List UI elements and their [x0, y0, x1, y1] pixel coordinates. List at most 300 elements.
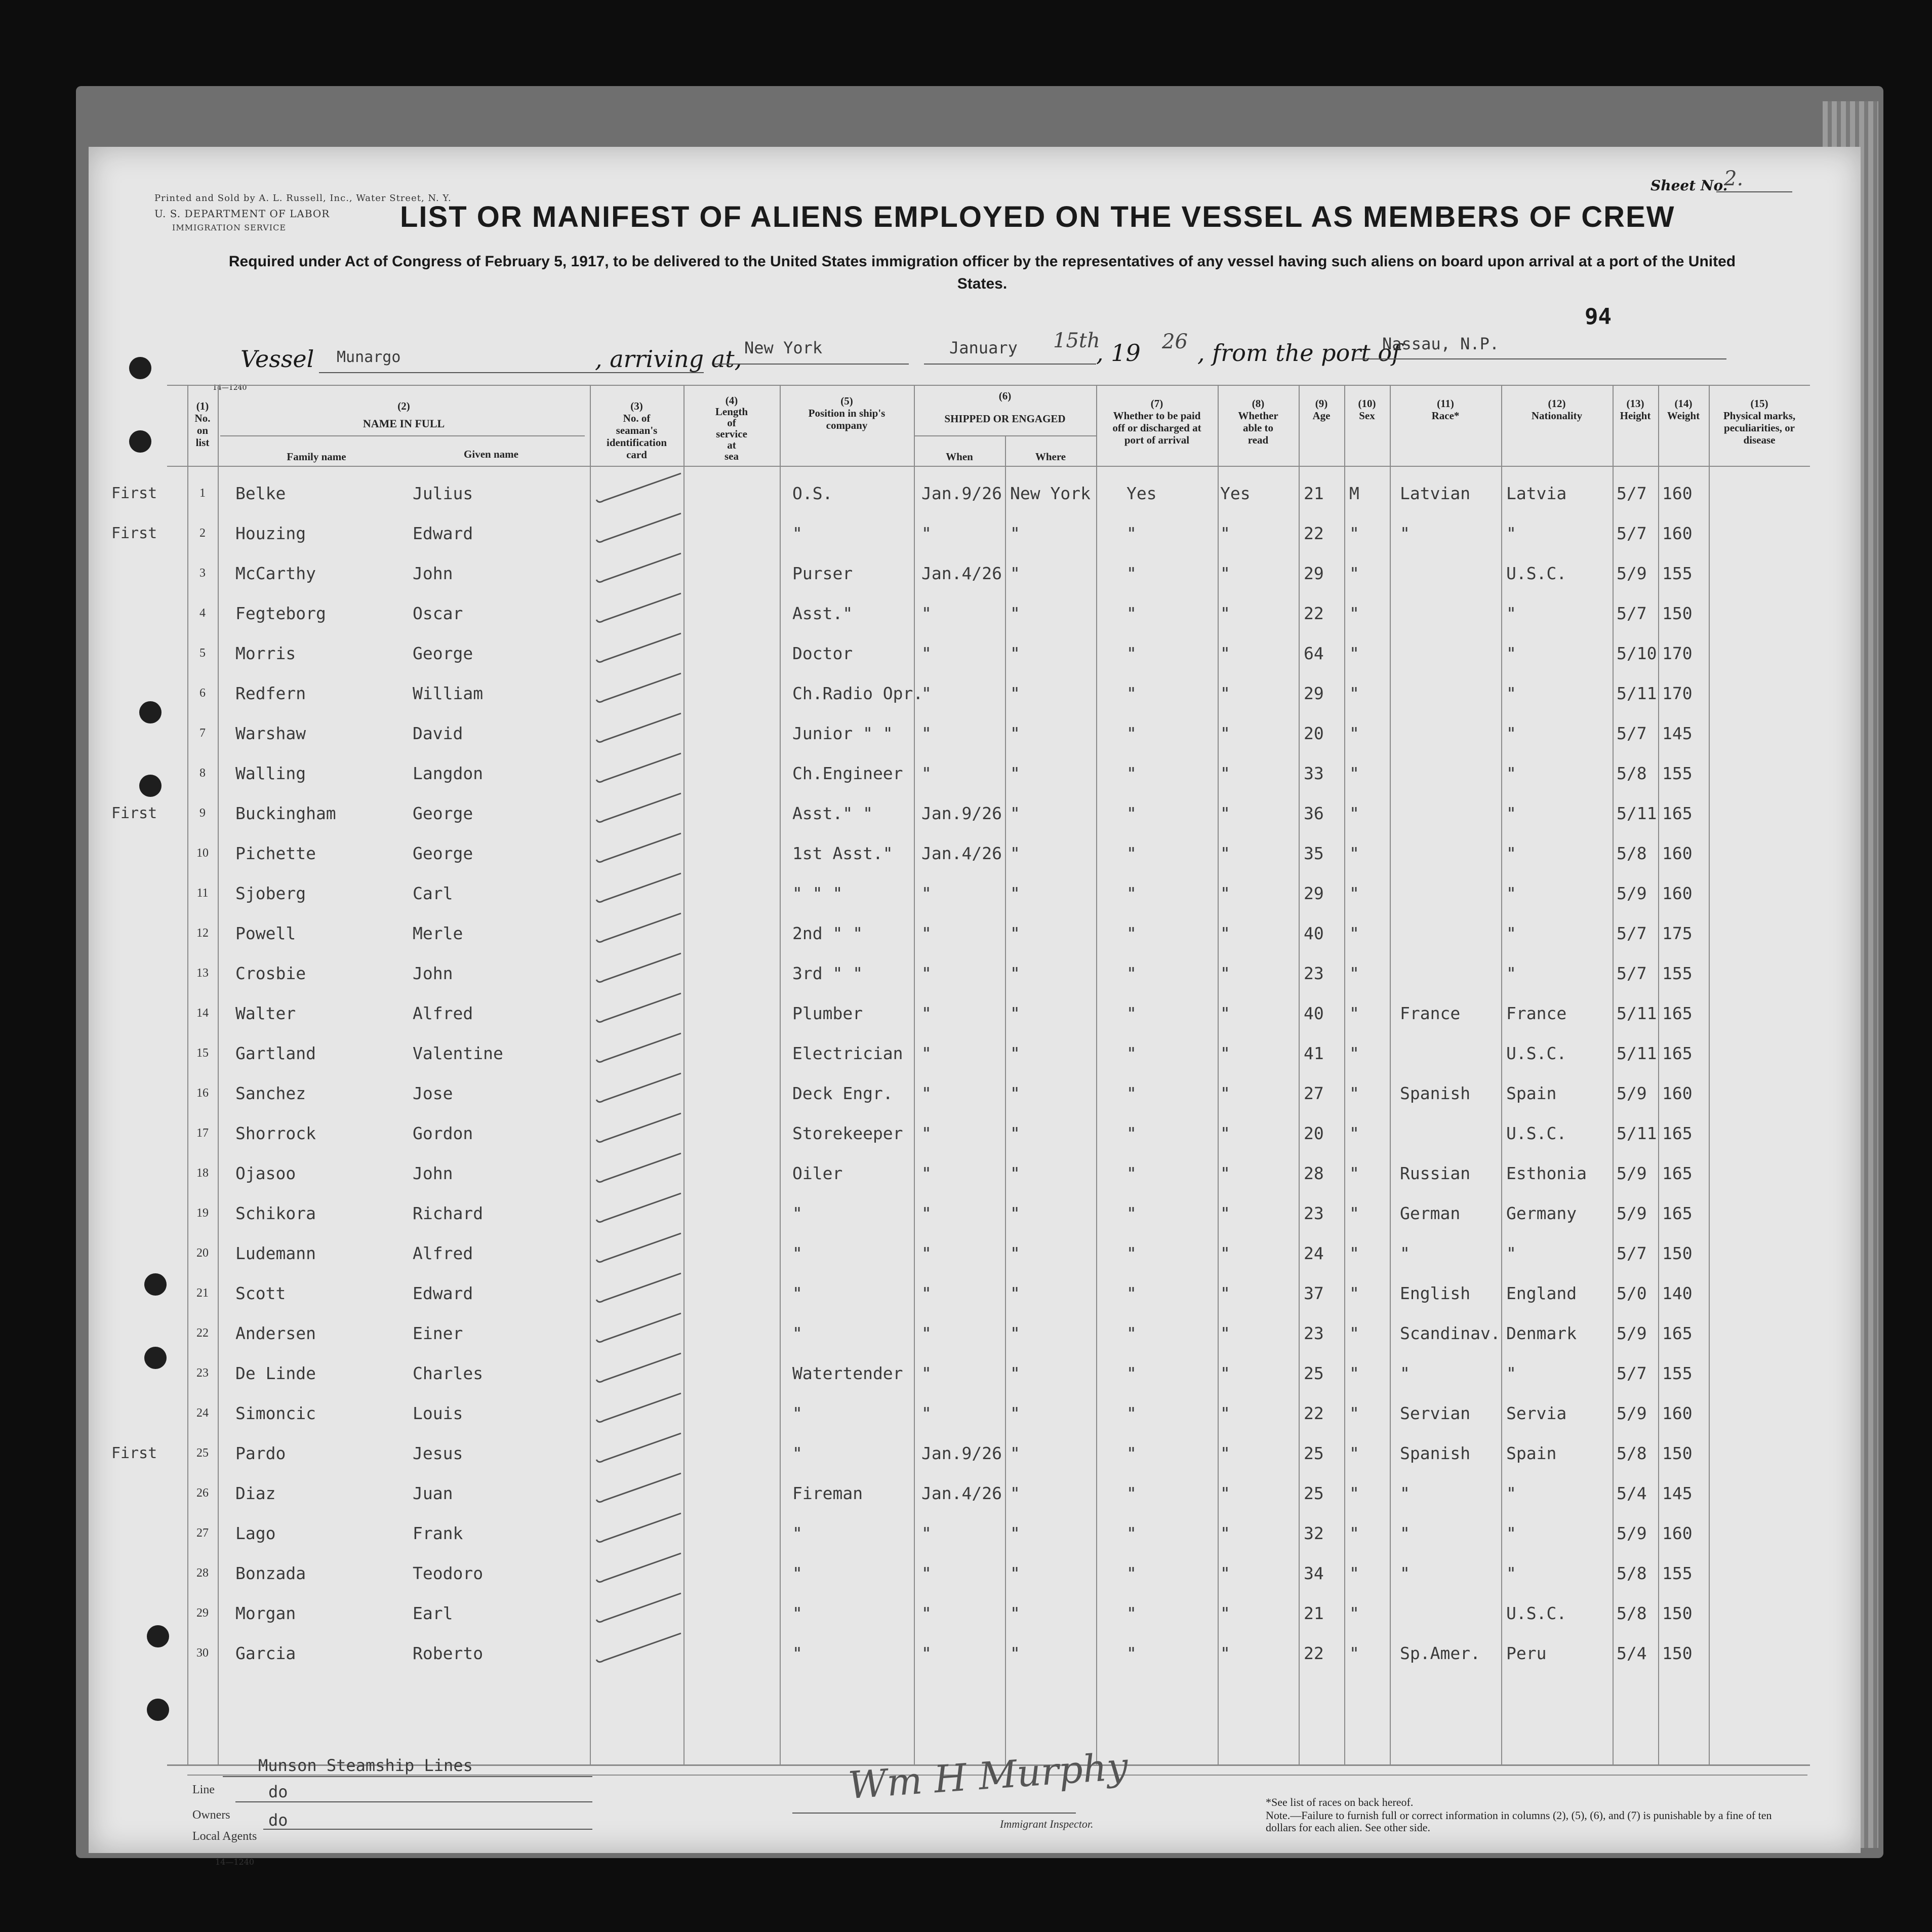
cell-when: " — [921, 1523, 932, 1543]
col-header-service: (4) Length of service at sea — [715, 394, 748, 462]
row-mark: First — [111, 804, 157, 822]
cell-read: " — [1220, 843, 1230, 863]
cell-sex: " — [1349, 1483, 1359, 1503]
cell-when: " — [921, 1363, 932, 1383]
cell-read: " — [1220, 643, 1230, 663]
vessel-label: Vessel — [240, 345, 314, 373]
cell-age: 37 — [1304, 1283, 1324, 1303]
cell-sex: " — [1349, 1243, 1359, 1263]
binder-hole — [144, 1273, 167, 1296]
cell-given: Valentine — [413, 1043, 503, 1063]
cell-given: William — [413, 683, 484, 703]
col-header-shipped-number: (6) — [998, 390, 1012, 402]
cell-paid: " — [1126, 1483, 1137, 1503]
cell-age: 22 — [1304, 1643, 1324, 1663]
col-header-age: (9) Age — [1312, 397, 1331, 422]
cell-when: Jan.4/26 — [921, 843, 1002, 863]
cell-given: John — [413, 564, 453, 583]
id-card-check-mark — [592, 508, 689, 549]
cell-age: 22 — [1304, 524, 1324, 543]
cell-family: Buckingham — [235, 803, 336, 823]
arrival-date-line — [924, 364, 1096, 365]
cell-family: Shorrock — [235, 1123, 316, 1143]
cell-when: " — [921, 1243, 932, 1263]
cell-age: 35 — [1304, 843, 1324, 863]
id-card-check-mark — [592, 1548, 689, 1589]
cell-when: " — [921, 603, 932, 623]
id-card-check-mark — [592, 628, 689, 669]
cell-given: George — [413, 843, 473, 863]
owners-label: Owners — [192, 1808, 230, 1822]
cell-where: " — [1010, 883, 1020, 903]
cell-paid: " — [1126, 643, 1137, 663]
cell-race: " — [1400, 1523, 1410, 1543]
cell-where: " — [1010, 524, 1020, 543]
cell-given: Jose — [413, 1083, 453, 1103]
cell-nationality: " — [1506, 1243, 1516, 1263]
cell-nationality: " — [1506, 883, 1516, 903]
cell-nationality: England — [1506, 1283, 1577, 1303]
cell-when: Jan.9/26 — [921, 1443, 1002, 1463]
cell-when: " — [921, 883, 932, 903]
id-card-check-mark — [592, 1628, 689, 1669]
cell-where: " — [1010, 843, 1020, 863]
cell-paid: " — [1126, 1003, 1137, 1023]
line-field-line — [223, 1776, 592, 1777]
cell-race: France — [1400, 1003, 1461, 1023]
cell-family: Ojasoo — [235, 1163, 296, 1183]
cell-given: Julius — [413, 484, 473, 503]
cell-paid: " — [1126, 1083, 1137, 1103]
cell-nationality: " — [1506, 723, 1516, 743]
cell-read: " — [1220, 803, 1230, 823]
id-card-check-mark — [592, 1028, 689, 1069]
col-divider — [1218, 385, 1219, 1764]
cell-weight: 165 — [1662, 1123, 1693, 1143]
cell-age: 25 — [1304, 1483, 1324, 1503]
cell-when: " — [921, 1643, 932, 1663]
cell-paid: " — [1126, 963, 1137, 983]
cell-family: Redfern — [235, 683, 306, 703]
cell-paid: " — [1126, 1603, 1137, 1623]
row-number: 8 — [199, 767, 206, 780]
cell-position: Junior " " — [792, 723, 893, 743]
id-card-check-mark — [592, 468, 689, 509]
cell-given: Juan — [413, 1483, 453, 1503]
cell-read: " — [1220, 1243, 1230, 1263]
cell-read: " — [1220, 683, 1230, 703]
cell-given: Alfred — [413, 1003, 473, 1023]
row-number: 26 — [196, 1486, 209, 1500]
vessel-name: Munargo — [337, 348, 401, 366]
id-card-check-mark — [592, 668, 689, 709]
cell-nationality: " — [1506, 843, 1516, 863]
cell-where: New York — [1010, 484, 1091, 503]
cell-nationality: France — [1506, 1003, 1567, 1023]
col-header-shipped: SHIPPED OR ENGAGED — [944, 413, 1066, 425]
arrival-month: January — [949, 338, 1018, 357]
id-card-check-mark — [592, 708, 689, 749]
row-number: 5 — [199, 647, 206, 660]
cell-read: " — [1220, 1203, 1230, 1223]
id-card-check-mark — [592, 1348, 689, 1389]
cell-height: 5/11 — [1617, 803, 1657, 823]
cell-sex: " — [1349, 803, 1359, 823]
cell-race: " — [1400, 1243, 1410, 1263]
row-number: 14 — [196, 1007, 209, 1020]
cell-where: " — [1010, 763, 1020, 783]
cell-read: " — [1220, 1083, 1230, 1103]
cell-position: " — [792, 1243, 802, 1263]
cell-given: George — [413, 643, 473, 663]
cell-when: " — [921, 1603, 932, 1623]
from-port-line — [1354, 358, 1726, 359]
id-card-check-mark — [592, 1588, 689, 1629]
cell-where: " — [1010, 803, 1020, 823]
cell-position: 2nd " " — [792, 923, 863, 943]
cell-sex: " — [1349, 1603, 1359, 1623]
cell-given: Carl — [413, 883, 453, 903]
cell-family: Simoncic — [235, 1403, 316, 1423]
row-number: 2 — [199, 527, 206, 540]
cell-race: Servian — [1400, 1403, 1471, 1423]
form-number-bottom: 14—1240 — [215, 1857, 255, 1867]
cell-paid: " — [1126, 1043, 1137, 1063]
cell-paid: Yes — [1126, 484, 1157, 503]
cell-height: 5/0 — [1617, 1283, 1647, 1303]
cell-nationality: Denmark — [1506, 1323, 1577, 1343]
binder-hole — [147, 1625, 169, 1647]
cell-when: " — [921, 1283, 932, 1303]
col-header-name: NAME IN FULL — [363, 417, 445, 430]
cell-paid: " — [1126, 1403, 1137, 1423]
cell-weight: 150 — [1662, 1443, 1693, 1463]
year-prefix: , 19 — [1096, 339, 1141, 367]
cell-height: 5/7 — [1617, 923, 1647, 943]
cell-race: German — [1400, 1203, 1461, 1223]
cell-nationality: " — [1506, 1483, 1516, 1503]
cell-read: Yes — [1220, 484, 1251, 503]
cell-nationality: U.S.C. — [1506, 1123, 1567, 1143]
row-number: 7 — [199, 727, 206, 740]
row-mark: First — [111, 1444, 157, 1462]
cell-family: Morgan — [235, 1603, 296, 1623]
cell-nationality: Spain — [1506, 1443, 1557, 1463]
cell-nationality: " — [1506, 1363, 1516, 1383]
cell-where: " — [1010, 1523, 1020, 1543]
arriving-port: New York — [744, 338, 823, 357]
cell-family: Ludemann — [235, 1243, 316, 1263]
cell-given: Edward — [413, 1283, 473, 1303]
cell-when: " — [921, 1083, 932, 1103]
id-card-check-mark — [592, 1508, 689, 1549]
row-number: 30 — [196, 1646, 209, 1660]
cell-sex: " — [1349, 1443, 1359, 1463]
cell-position: 3rd " " — [792, 963, 863, 983]
cell-read: " — [1220, 1363, 1230, 1383]
cell-race: English — [1400, 1283, 1471, 1303]
form-number: 14—1240 — [213, 384, 247, 392]
cell-read: " — [1220, 723, 1230, 743]
cell-where: " — [1010, 1443, 1020, 1463]
col-divider — [590, 385, 591, 1764]
cell-when: " — [921, 1563, 932, 1583]
table-header-rule — [167, 466, 1810, 467]
cell-height: 5/8 — [1617, 1563, 1647, 1583]
cell-weight: 165 — [1662, 1323, 1693, 1343]
cell-when: Jan.4/26 — [921, 1483, 1002, 1503]
cell-height: 5/4 — [1617, 1483, 1647, 1503]
arrival-day: 15th — [1053, 329, 1100, 352]
cell-nationality: " — [1506, 803, 1516, 823]
cell-age: 28 — [1304, 1163, 1324, 1183]
cell-where: " — [1010, 1163, 1020, 1183]
cell-position: 1st Asst." — [792, 843, 893, 863]
cell-nationality: " — [1506, 763, 1516, 783]
cell-age: 36 — [1304, 803, 1324, 823]
cell-height: 5/7 — [1617, 1363, 1647, 1383]
races-note: *See list of races on back hereof. — [1266, 1796, 1414, 1808]
row-number: 29 — [196, 1606, 209, 1620]
id-card-check-mark — [592, 748, 689, 789]
cell-nationality: " — [1506, 603, 1516, 623]
id-card-check-mark — [592, 1068, 689, 1109]
id-card-check-mark — [592, 908, 689, 949]
cell-position: " — [792, 524, 802, 543]
cell-sex: " — [1349, 1083, 1359, 1103]
binder-hole — [139, 701, 162, 723]
col-header-race: (11) Race* — [1431, 397, 1460, 422]
cell-family: De Linde — [235, 1363, 316, 1383]
cell-paid: " — [1126, 763, 1137, 783]
cell-race: " — [1400, 1483, 1410, 1503]
cell-sex: " — [1349, 524, 1359, 543]
cell-race: Spanish — [1400, 1083, 1471, 1103]
inspector-label: Immigrant Inspector. — [1000, 1818, 1094, 1830]
cell-height: 5/8 — [1617, 763, 1647, 783]
cell-family: Andersen — [235, 1323, 316, 1343]
cell-position: " — [792, 1443, 802, 1463]
cell-read: " — [1220, 1443, 1230, 1463]
cell-read: " — [1220, 603, 1230, 623]
cell-given: Langdon — [413, 763, 484, 783]
cell-where: " — [1010, 1403, 1020, 1423]
cell-height: 5/10 — [1617, 643, 1657, 663]
cell-weight: 170 — [1662, 643, 1693, 663]
cell-family: McCarthy — [235, 564, 316, 583]
sheet-label: Sheet No. — [1651, 177, 1728, 194]
cell-read: " — [1220, 963, 1230, 983]
cell-sex: " — [1349, 843, 1359, 863]
col-divider — [1390, 385, 1391, 1764]
cell-paid: " — [1126, 1203, 1137, 1223]
cell-height: 5/7 — [1617, 603, 1647, 623]
cell-given: Jesus — [413, 1443, 463, 1463]
cell-given: Alfred — [413, 1243, 473, 1263]
cell-height: 5/9 — [1617, 564, 1647, 583]
cell-age: 32 — [1304, 1523, 1324, 1543]
cell-family: Pichette — [235, 843, 316, 863]
cell-sex: " — [1349, 1323, 1359, 1343]
cell-when: " — [921, 963, 932, 983]
id-card-check-mark — [592, 1228, 689, 1269]
manifest-sheet — [89, 147, 1861, 1867]
cell-race: Spanish — [1400, 1443, 1471, 1463]
cell-sex: " — [1349, 1403, 1359, 1423]
cell-read: " — [1220, 1603, 1230, 1623]
cell-age: 22 — [1304, 1403, 1324, 1423]
cell-age: 20 — [1304, 1123, 1324, 1143]
cell-family: Fegteborg — [235, 603, 326, 623]
cell-sex: " — [1349, 883, 1359, 903]
cell-when: " — [921, 1403, 932, 1423]
cell-family: Warshaw — [235, 723, 306, 743]
id-card-check-mark — [592, 868, 689, 909]
cell-family: Sjoberg — [235, 883, 306, 903]
cell-paid: " — [1126, 843, 1137, 863]
cell-when: " — [921, 923, 932, 943]
cell-where: " — [1010, 1643, 1020, 1663]
cell-nationality: Latvia — [1506, 484, 1567, 503]
signature-line — [792, 1813, 1076, 1814]
inspector-signature: Wm H Murphy — [847, 1744, 1130, 1808]
col-divider — [1005, 435, 1006, 1764]
cell-family: Bonzada — [235, 1563, 306, 1583]
cell-race: " — [1400, 1363, 1410, 1383]
cell-given: Teodoro — [413, 1563, 484, 1583]
row-number: 24 — [196, 1406, 209, 1420]
row-number: 16 — [196, 1086, 209, 1100]
cell-paid: " — [1126, 1363, 1137, 1383]
id-card-check-mark — [592, 1388, 689, 1429]
col-header-paid-off: (7) Whether to be paid off or discharged at port of arrival — [1112, 397, 1201, 446]
cell-when: " — [921, 683, 932, 703]
cell-given: Edward — [413, 524, 473, 543]
cell-weight: 160 — [1662, 1403, 1693, 1423]
cell-age: 20 — [1304, 723, 1324, 743]
cell-when: " — [921, 1203, 932, 1223]
cell-height: 5/11 — [1617, 1123, 1657, 1143]
cell-position: Ch.Engineer — [792, 763, 903, 783]
cell-where: " — [1010, 564, 1020, 583]
cell-weight: 160 — [1662, 524, 1693, 543]
id-card-check-mark — [592, 1468, 689, 1509]
cell-position: " — [792, 1523, 802, 1543]
cell-read: " — [1220, 763, 1230, 783]
cell-where: " — [1010, 1563, 1020, 1583]
cell-sex: " — [1349, 564, 1359, 583]
col-header-family-name: Family name — [287, 451, 346, 463]
cell-where: " — [1010, 1323, 1020, 1343]
cell-sex: " — [1349, 603, 1359, 623]
cell-height: 5/7 — [1617, 524, 1647, 543]
cell-where: " — [1010, 1243, 1020, 1263]
agents-label: Local Agents — [192, 1830, 257, 1843]
cell-sex: " — [1349, 1203, 1359, 1223]
cell-sex: " — [1349, 1283, 1359, 1303]
cell-given: Merle — [413, 923, 463, 943]
cell-given: Charles — [413, 1363, 484, 1383]
cell-sex: " — [1349, 923, 1359, 943]
cell-given: Roberto — [413, 1643, 484, 1663]
sheet-number-line — [1716, 191, 1792, 192]
cell-position: Doctor — [792, 643, 853, 663]
cell-where: " — [1010, 1363, 1020, 1383]
id-card-check-mark — [592, 948, 689, 989]
row-number: 17 — [196, 1126, 209, 1140]
cell-read: " — [1220, 1523, 1230, 1543]
cell-sex: " — [1349, 1003, 1359, 1023]
id-card-check-mark — [592, 788, 689, 829]
cell-family: Houzing — [235, 524, 306, 543]
cell-age: 23 — [1304, 1203, 1324, 1223]
cell-family: Morris — [235, 643, 296, 663]
cell-age: 41 — [1304, 1043, 1324, 1063]
cell-position: Deck Engr. — [792, 1083, 893, 1103]
cell-where: " — [1010, 603, 1020, 623]
printer-imprint: Printed and Sold by A. L. Russell, Inc., Water Street, N. Y. — [154, 193, 452, 204]
row-number: 28 — [196, 1566, 209, 1580]
cell-family: Lago — [235, 1523, 276, 1543]
owners-field-line — [235, 1801, 592, 1802]
cell-when: Jan.9/26 — [921, 803, 1002, 823]
col-header-name-number: (2) — [397, 400, 410, 412]
cell-age: 24 — [1304, 1243, 1324, 1263]
cell-paid: " — [1126, 1323, 1137, 1343]
row-number: 1 — [199, 487, 206, 500]
cell-height: 5/7 — [1617, 1243, 1647, 1263]
cell-nationality: Spain — [1506, 1083, 1557, 1103]
cell-paid: " — [1126, 603, 1137, 623]
cell-read: " — [1220, 524, 1230, 543]
cell-age: 25 — [1304, 1363, 1324, 1383]
row-number: 13 — [196, 967, 209, 980]
cell-when: " — [921, 1163, 932, 1183]
row-mark: First — [111, 485, 157, 502]
line-value: Munson Steamship Lines — [258, 1756, 473, 1775]
id-card-check-mark — [592, 1428, 689, 1469]
cell-family: Diaz — [235, 1483, 276, 1503]
col-divider — [1709, 385, 1710, 1764]
cell-where: " — [1010, 1283, 1020, 1303]
cell-nationality: " — [1506, 923, 1516, 943]
cell-position: " — [792, 1603, 802, 1623]
arriving-label: , arriving at, — [595, 345, 742, 373]
cell-where: " — [1010, 923, 1020, 943]
cell-paid: " — [1126, 1523, 1137, 1543]
cell-sex: " — [1349, 1363, 1359, 1383]
cell-position: Plumber — [792, 1003, 863, 1023]
cell-age: 23 — [1304, 1323, 1324, 1343]
cell-when: " — [921, 1043, 932, 1063]
row-number: 23 — [196, 1366, 209, 1380]
cell-weight: 175 — [1662, 923, 1693, 943]
cell-where: " — [1010, 1123, 1020, 1143]
cell-paid: " — [1126, 524, 1137, 543]
id-card-check-mark — [592, 588, 689, 629]
cell-sex: " — [1349, 1043, 1359, 1063]
cell-family: Walter — [235, 1003, 296, 1023]
cell-weight: 155 — [1662, 1363, 1693, 1383]
cell-family: Crosbie — [235, 963, 306, 983]
cell-age: 22 — [1304, 603, 1324, 623]
from-port: Nassau, N.P. — [1382, 334, 1500, 353]
cell-read: " — [1220, 1003, 1230, 1023]
col-header-nationality: (12) Nationality — [1531, 397, 1583, 422]
id-card-check-mark — [592, 1148, 689, 1189]
col-header-height: (13) Height — [1620, 397, 1651, 422]
cell-when: " — [921, 1003, 932, 1023]
